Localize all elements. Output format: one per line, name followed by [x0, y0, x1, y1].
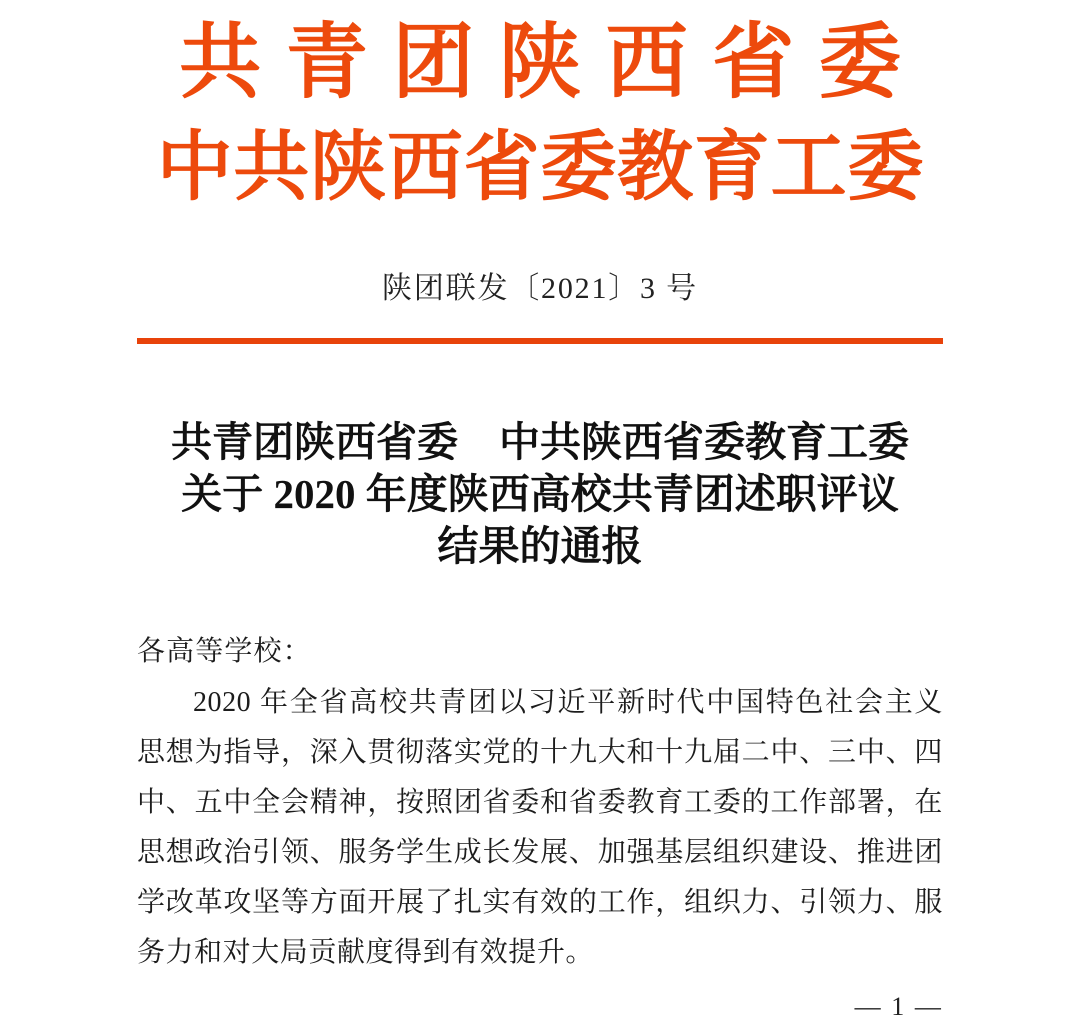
- body-line: 中、五中全会精神，按照团省委和省委教育工委的工作部署，在: [137, 787, 943, 818]
- document-body: [137, 630, 943, 978]
- body-line: 思想为指导，深入贯彻落实党的十九大和十九届二中、三中、四: [137, 737, 943, 768]
- issuing-org-line2: 中共陕西省委教育工委: [156, 126, 925, 210]
- page-number: [855, 992, 943, 1022]
- body-paragraph: [137, 678, 943, 978]
- document-title-line3: 结果的通报: [437, 523, 643, 569]
- page-number-text: — 1 —: [854, 992, 943, 1021]
- body-line: 思想政治引领、服务学生成长发展、加强基层组织建设、推进团: [137, 837, 943, 868]
- salutation: 各高等学校：: [137, 636, 312, 667]
- red-divider-line: [137, 338, 943, 344]
- document-title-line1: 共青团陕西省委 中共陕西省委教育工委: [171, 419, 909, 465]
- red-header: [0, 0, 1080, 214]
- document-number: 陕团联发〔2021〕3 号: [382, 272, 698, 305]
- document-title-line2: 关于 2020 年度陕西高校共青团述职评议: [181, 471, 899, 517]
- body-line: 务力和对大局贡献度得到有效提升。: [137, 937, 594, 968]
- body-line: 2020 年全省高校共青团以习近平新时代中国特色社会主义: [193, 687, 943, 718]
- body-line: 学改革攻坚等方面开展了扎实有效的工作，组织力、引领力、服: [137, 887, 943, 918]
- issuing-org-line1: 共青团陕西省委: [179, 17, 926, 108]
- document-title: [110, 416, 970, 572]
